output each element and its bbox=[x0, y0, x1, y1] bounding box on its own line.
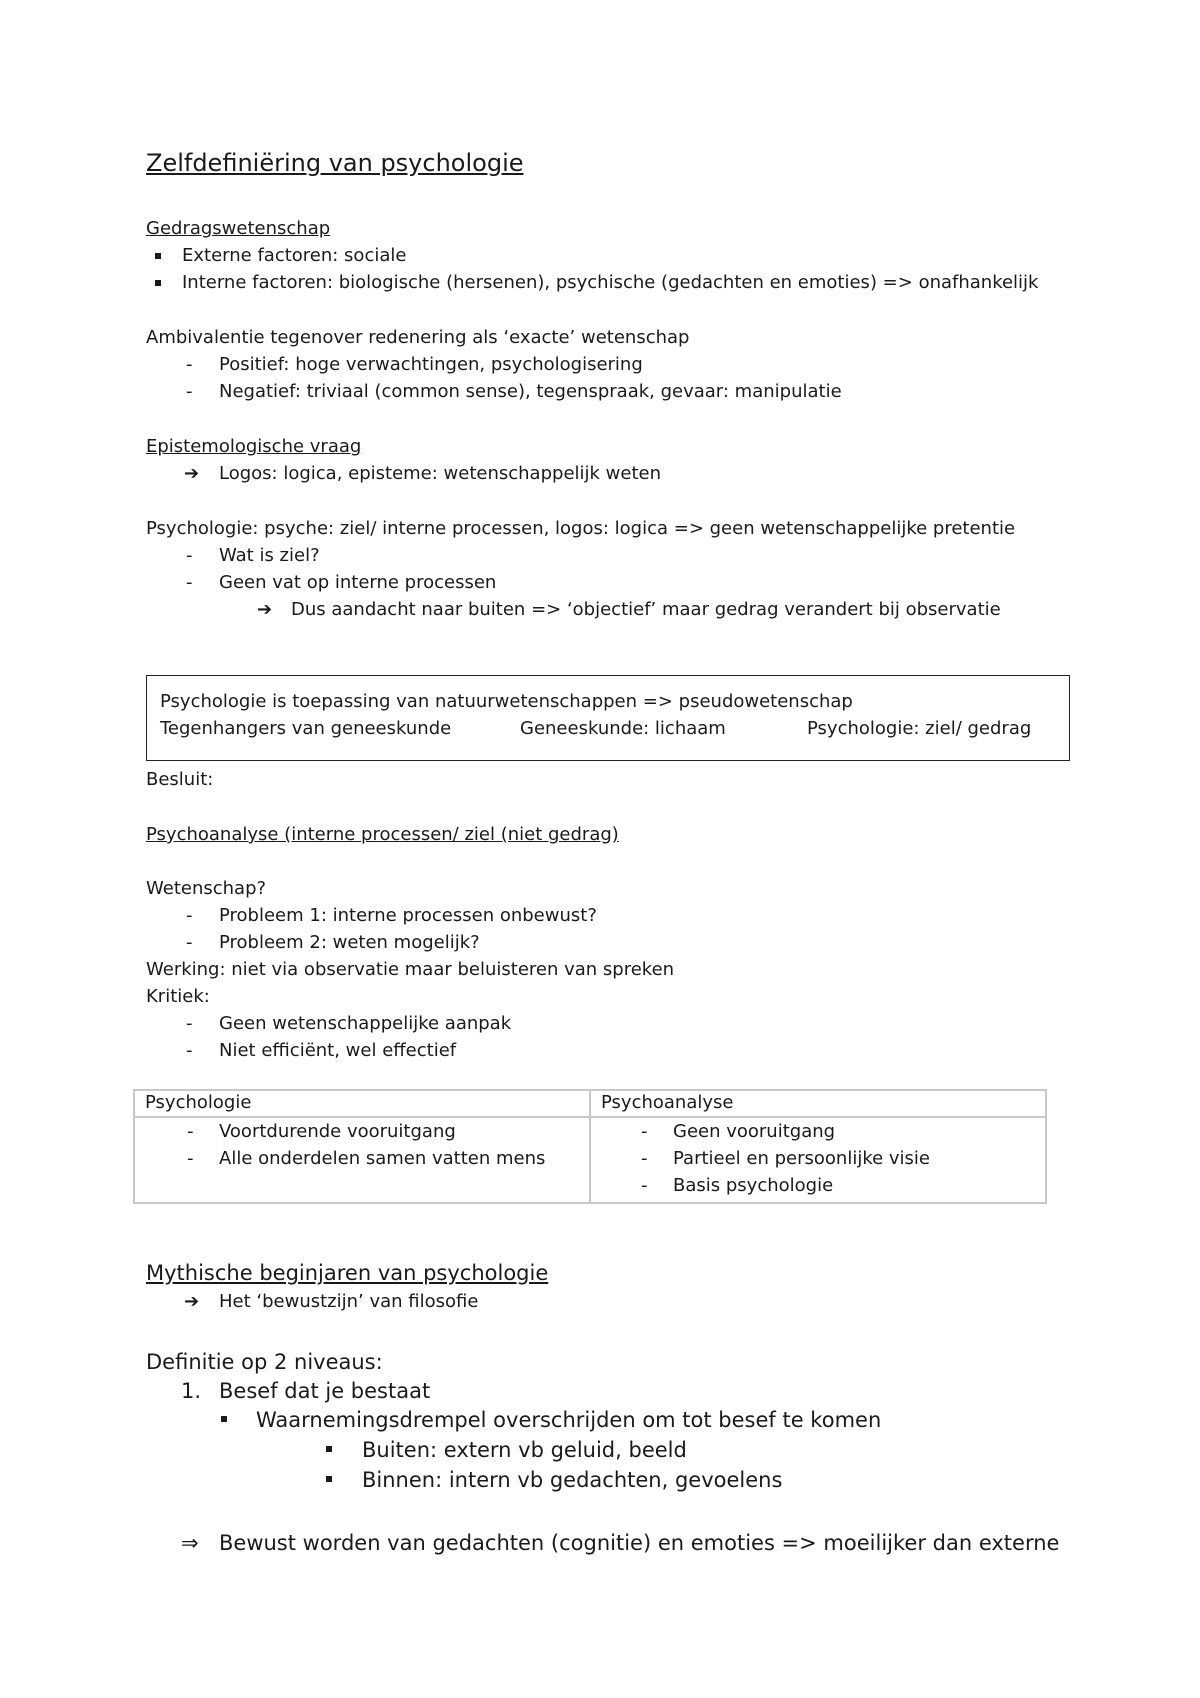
sub-sub-item: Binnen: intern vb gedachten, gevoelens bbox=[362, 1468, 783, 1492]
dash-marker: - bbox=[641, 1175, 648, 1196]
dash-marker: - bbox=[186, 1040, 193, 1061]
paragraph-psychologie: Psychologie: psyche: ziel/ interne processen, logos: logica => geen wetenschappelijke pretentie bbox=[146, 518, 1016, 539]
section-title-2: Mythische beginjaren van psychologie bbox=[146, 1261, 549, 1285]
list-item: Positief: hoge verwachtingen, psychologisering bbox=[219, 354, 643, 375]
dash-marker: - bbox=[186, 572, 193, 593]
conclusion-item: Bewust worden van gedachten (cognitie) en emoties => moeilijker dan externe bbox=[219, 1531, 1060, 1555]
dash-marker: - bbox=[187, 1148, 194, 1169]
table-row bbox=[134, 1117, 1046, 1203]
arrow-item: Het ‘bewustzijn’ van filosofie bbox=[219, 1291, 479, 1312]
dash-marker: - bbox=[186, 932, 193, 953]
subheading-psychoanalyse: Psychoanalyse (interne processen/ ziel (niet gedrag) bbox=[146, 824, 619, 845]
dash-marker: - bbox=[186, 1013, 193, 1034]
arrow-icon: ➔ bbox=[184, 1291, 200, 1312]
list-item: Probleem 1: interne processen onbewust? bbox=[219, 905, 597, 926]
box-col-3: Psychologie: ziel/ gedrag bbox=[807, 718, 1032, 739]
paragraph-definitie: Definitie op 2 niveaus: bbox=[146, 1350, 383, 1374]
list-item: Basis psychologie bbox=[673, 1175, 834, 1196]
sub-sub-item: Buiten: extern vb geluid, beeld bbox=[362, 1438, 687, 1462]
list-item: Wat is ziel? bbox=[219, 545, 320, 566]
table-header-row bbox=[134, 1090, 1046, 1117]
dash-marker: - bbox=[186, 545, 193, 566]
implies-arrow-icon: ⇒ bbox=[181, 1531, 199, 1555]
list-item: Niet efficiënt, wel effectief bbox=[219, 1040, 457, 1061]
dash-marker: - bbox=[641, 1121, 648, 1142]
list-item: Probleem 2: weten mogelijk? bbox=[219, 932, 480, 953]
table-cell bbox=[134, 1117, 590, 1203]
list-item: Geen wetenschappelijke aanpak bbox=[219, 1013, 512, 1034]
sub-item: Waarnemingsdrempel overschrijden om tot besef te komen bbox=[256, 1408, 882, 1432]
box-col-1: Tegenhangers van geneeskunde bbox=[160, 718, 452, 739]
list-item: Partieel en persoonlijke visie bbox=[673, 1148, 931, 1169]
header-psychologie: Psychologie bbox=[145, 1092, 252, 1113]
list-item: Negatief: triviaal (common sense), tegenspraak, gevaar: manipulatie bbox=[219, 381, 842, 402]
bullet-square bbox=[326, 1476, 332, 1482]
number-marker: 1. bbox=[181, 1379, 202, 1403]
comparison-table bbox=[133, 1089, 1047, 1204]
list-item: Geen vat op interne processen bbox=[219, 572, 497, 593]
list-item: Externe factoren: sociale bbox=[182, 245, 407, 266]
paragraph-ambivalentie: Ambivalentie tegenover redenering als ‘exacte’ wetenschap bbox=[146, 327, 690, 348]
table-cell bbox=[590, 1117, 1046, 1203]
dash-marker: - bbox=[186, 905, 193, 926]
paragraph-wetenschap: Wetenschap? bbox=[146, 878, 267, 899]
box-line: Psychologie is toepassing van natuurwetenschappen => pseudowetenschap bbox=[160, 691, 853, 712]
bullet-square bbox=[221, 1416, 227, 1422]
arrow-icon: ➔ bbox=[257, 599, 273, 620]
dash-marker: - bbox=[186, 354, 193, 375]
bullet-square bbox=[155, 280, 161, 286]
subheading-gedragswetenschap: Gedragswetenschap bbox=[146, 218, 331, 239]
arrow-item: Logos: logica, episteme: wetenschappelijk weten bbox=[219, 463, 662, 484]
list-item: Voortdurende vooruitgang bbox=[219, 1121, 456, 1142]
dash-marker: - bbox=[641, 1148, 648, 1169]
box-col-2: Geneeskunde: lichaam bbox=[520, 718, 726, 739]
table-header-cell bbox=[590, 1090, 1046, 1117]
arrow-item: Dus aandacht naar buiten => ‘objectief’ maar gedrag verandert bij observatie bbox=[291, 599, 1001, 620]
list-item: Interne factoren: biologische (hersenen), psychische (gedachten en emoties) => onafhankelijk bbox=[182, 272, 1039, 293]
subheading-epistemologie: Epistemologische vraag bbox=[146, 436, 362, 457]
dash-marker: - bbox=[187, 1121, 194, 1142]
header-psychoanalyse: Psychoanalyse bbox=[601, 1092, 734, 1113]
arrow-icon: ➔ bbox=[184, 463, 200, 484]
paragraph-kritiek: Kritiek: bbox=[146, 986, 210, 1007]
list-item: Geen vooruitgang bbox=[673, 1121, 836, 1142]
section-title: Zelfdefiniëring van psychologie bbox=[146, 149, 524, 177]
paragraph-werking: Werking: niet via observatie maar beluisteren van spreken bbox=[146, 959, 675, 980]
dash-marker: - bbox=[186, 381, 193, 402]
bullet-square bbox=[155, 253, 161, 259]
bullet-square bbox=[326, 1446, 332, 1452]
besluit-label: Besluit: bbox=[146, 769, 214, 790]
numbered-item: Besef dat je bestaat bbox=[219, 1379, 431, 1403]
list-item: Alle onderdelen samen vatten mens bbox=[219, 1148, 546, 1169]
table-header-cell bbox=[134, 1090, 590, 1117]
